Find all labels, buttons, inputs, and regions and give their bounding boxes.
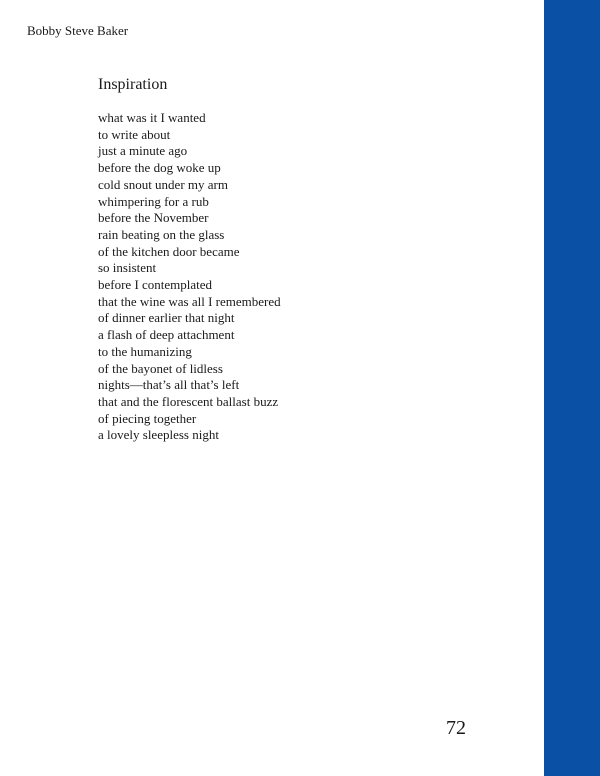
poem-line: that and the florescent ballast buzz <box>98 393 279 409</box>
poem-line: a flash of deep attachment <box>98 327 235 343</box>
poem-line: nights—that’s all that’s left <box>98 377 240 393</box>
poem-line: before the November <box>98 210 209 226</box>
author-name: Bobby Steve Baker <box>27 23 129 38</box>
poem-line: cold snout under my arm <box>98 176 228 192</box>
poem-line: of the kitchen door became <box>98 243 240 259</box>
poem-line: just a minute ago <box>98 143 188 159</box>
poem-line: before the dog woke up <box>98 160 221 176</box>
poem-line: a lovely sleepless night <box>98 427 219 443</box>
poem-line: before I contemplated <box>98 277 213 293</box>
poem-line: what was it I wanted <box>98 110 206 125</box>
blue-side-band <box>544 0 600 776</box>
poem-line: so insistent <box>98 260 157 276</box>
poem-line: of the bayonet of lidless <box>98 360 223 376</box>
poem-line: of piecing together <box>98 410 197 426</box>
poem-line: to the humanizing <box>98 343 192 359</box>
poem-line: rain beating on the glass <box>98 226 225 242</box>
poem-line: that the wine was all I remembered <box>98 293 281 309</box>
poem-line: to write about <box>98 126 171 142</box>
page-number: 72 <box>446 717 466 739</box>
poem-line: whimpering for a rub <box>98 193 209 209</box>
poem-title: Inspiration <box>98 76 168 93</box>
poem-line: of dinner earlier that night <box>98 310 235 326</box>
poem-body <box>98 110 281 444</box>
